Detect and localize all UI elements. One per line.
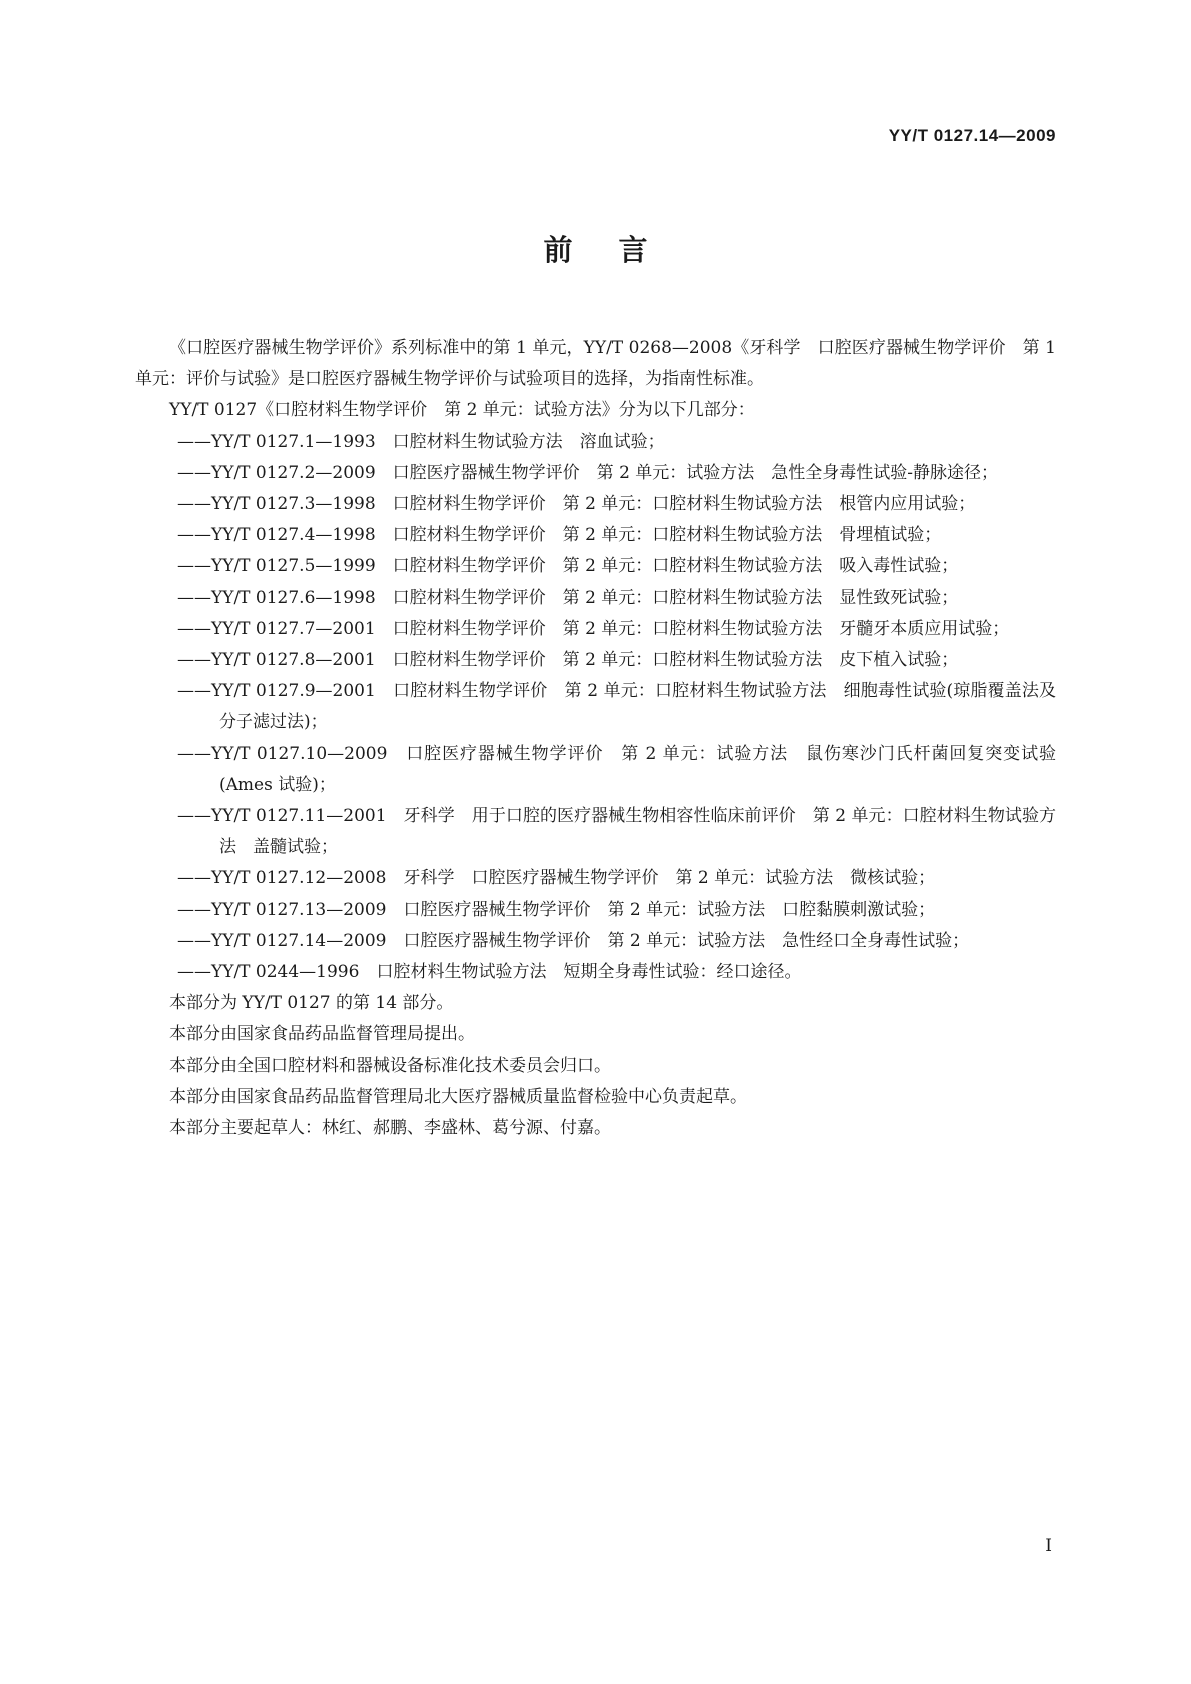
list-item: ——YY/T 0127.4—1998 口腔材料生物学评价 第 2 单元：口腔材料生物试验方法 骨埋植试验；: [177, 525, 942, 546]
list-item: ——YY/T 0127.2—2009 口腔医疗器械生物学评价 第 2 单元：试验方法 急性全身毒性试验-静脉途径；: [177, 462, 999, 483]
closing-paragraph: 本部分主要起草人：林红、郝鹏、李盛林、葛兮源、付嘉。: [169, 1118, 611, 1139]
closing-paragraph: 本部分由国家食品药品监督管理局北大医疗器械质量监督检验中心负责起草。: [169, 1086, 747, 1107]
parts-list: [135, 427, 1056, 989]
list-item: ——YY/T 0127.7—2001 口腔材料生物学评价 第 2 单元：口腔材料生物试验方法 牙髓牙本质应用试验；: [177, 618, 1010, 639]
page-title: 前言: [543, 233, 694, 267]
list-item: ——YY/T 0127.8—2001 口腔材料生物学评价 第 2 单元：口腔材料生物试验方法 皮下植入试验；: [177, 650, 959, 671]
document-code: YY/T 0127.14—2009: [888, 126, 1056, 145]
intro-paragraph-2: YY/T 0127《口腔材料生物学评价 第 2 单元：试验方法》分为以下几部分：: [169, 400, 755, 421]
list-item: ——YY/T 0127.10—2009 口腔医疗器械生物学评价 第 2 单元：试验方法 鼠伤寒沙门氏杆菌回复突变试验(Ames 试验)；: [177, 743, 1056, 795]
closing-paragraph: 本部分为 YY/T 0127 的第 14 部分。: [169, 993, 454, 1014]
list-item: ——YY/T 0127.13—2009 口腔医疗器械生物学评价 第 2 单元：试验方法 口腔黏膜刺激试验；: [177, 899, 936, 920]
closing-paragraph: 本部分由全国口腔材料和器械设备标准化技术委员会归口。: [169, 1055, 611, 1076]
list-item: ——YY/T 0127.14—2009 口腔医疗器械生物学评价 第 2 单元：试验方法 急性经口全身毒性试验；: [177, 930, 970, 951]
list-item: ——YY/T 0127.3—1998 口腔材料生物学评价 第 2 单元：口腔材料生物试验方法 根管内应用试验；: [177, 494, 976, 515]
list-item: ——YY/T 0244—1996 口腔材料生物试验方法 短期全身毒性试验：经口途径。: [177, 962, 802, 983]
list-item: ——YY/T 0127.12—2008 牙科学 口腔医疗器械生物学评价 第 2 单元：试验方法 微核试验；: [177, 868, 936, 889]
closing-paragraph: 本部分由国家食品药品监督管理局提出。: [169, 1024, 475, 1045]
list-item: ——YY/T 0127.1—1993 口腔材料生物试验方法 溶血试验；: [177, 431, 665, 452]
list-item: ——YY/T 0127.11—2001 牙科学 用于口腔的医疗器械生物相容性临床前评价 第 2 单元：口腔材料生物试验方法 盖髓试验；: [177, 806, 1056, 858]
intro-paragraph-1: 《口腔医疗器械生物学评价》系列标准中的第 1 单元，YY/T 0268—2008《牙科学 口腔医疗器械生物学评价 第 1 单元：评价与试验》是口腔医疗器械生物学评价与试验项目的选择，为指南性标准。: [135, 338, 1056, 390]
foreword-body: [135, 333, 1056, 1144]
list-item: ——YY/T 0127.6—1998 口腔材料生物学评价 第 2 单元：口腔材料生物试验方法 显性致死试验；: [177, 587, 959, 608]
list-item: ——YY/T 0127.5—1999 口腔材料生物学评价 第 2 单元：口腔材料生物试验方法 吸入毒性试验；: [177, 556, 959, 577]
page-number: I: [1045, 1536, 1052, 1556]
list-item: ——YY/T 0127.9—2001 口腔材料生物学评价 第 2 单元：口腔材料生物试验方法 细胞毒性试验(琼脂覆盖法及分子滤过法)；: [177, 681, 1056, 733]
